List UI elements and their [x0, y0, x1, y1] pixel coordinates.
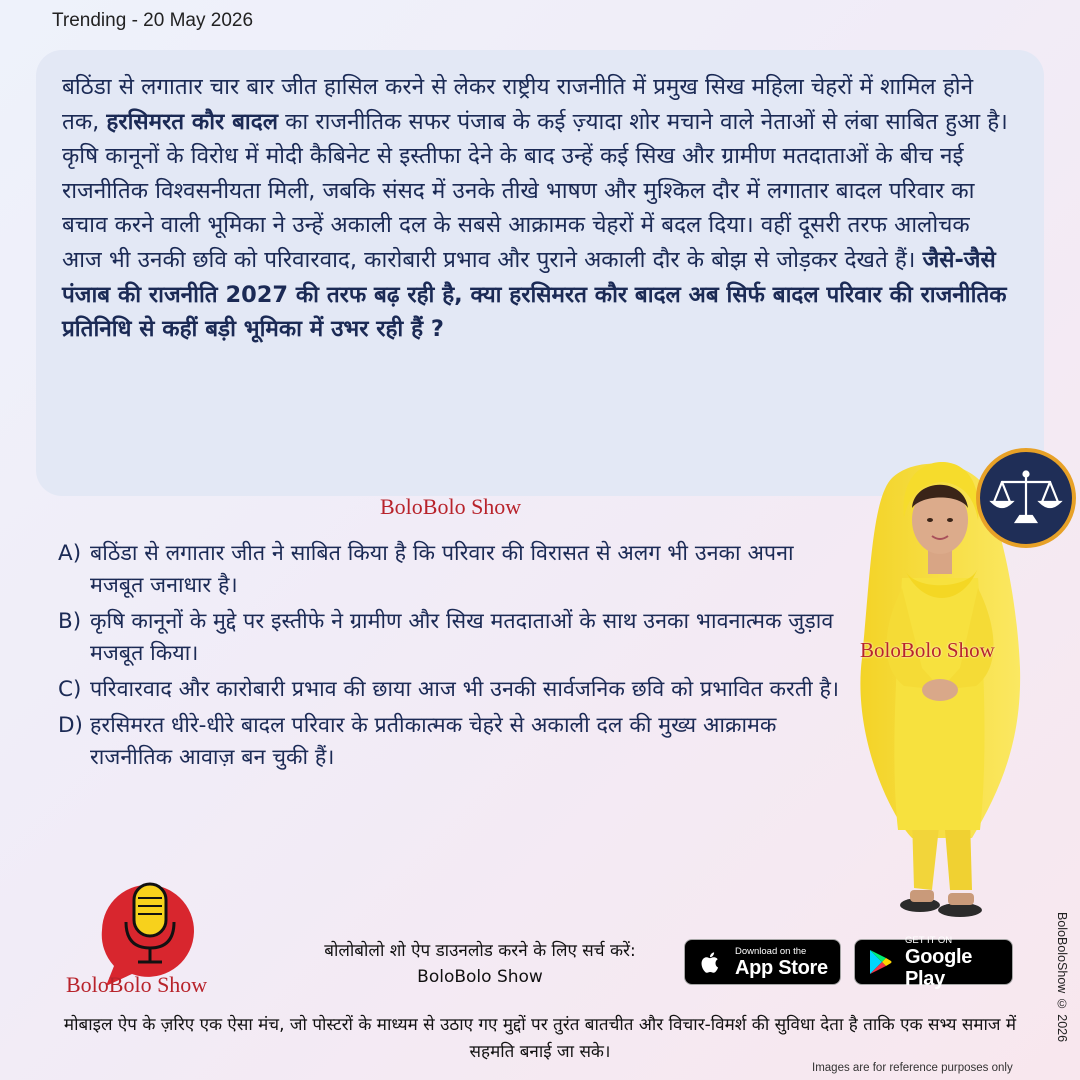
app-store-button[interactable]: [684, 939, 841, 985]
app-store-label: App Store: [735, 956, 828, 979]
google-play-label: Google Play: [905, 945, 973, 990]
date-label: Trending - 20 May 2026: [52, 10, 254, 31]
disclaimer: Images are for reference purposes only: [812, 1062, 1013, 1074]
option-c[interactable]: [58, 674, 848, 706]
option-d[interactable]: [58, 710, 848, 774]
apple-icon: [695, 947, 725, 977]
option-text: परिवारवाद और कारोबारी प्रभाव की छाया आज भी उनकी सार्वजनिक छवि को प्रभावित करती है।: [90, 677, 840, 702]
option-key: B): [58, 609, 82, 634]
party-emblem: [976, 448, 1076, 548]
option-text: हरसिमरत धीरे-धीरे बादल परिवार के प्रतीकात्मक चेहरे से अकाली दल की मुख्य आक्रामक राजनीतिक आवाज़ बन चुकी हैं।: [90, 713, 777, 770]
question-intro: बठिंडा से लगातार चार बार जीत हासिल करने से लेकर राष्ट्रीय राजनीति में प्रमुख सिख महिला चेहरों में शामिल होने तक,: [62, 74, 974, 135]
option-text: बठिंडा से लगातार जीत ने साबित किया है कि परिवार की विरासत से अलग भी उनका अपना मजबूत जनाधार है।: [90, 541, 794, 598]
option-key: D): [58, 713, 83, 738]
option-b[interactable]: [58, 606, 848, 670]
google-play-button[interactable]: [854, 934, 1013, 990]
brand-watermark-side: BoloBolo Show: [860, 638, 995, 662]
search-term: BoloBolo Show: [417, 967, 543, 987]
brand-watermark: BoloBolo Show: [380, 494, 522, 519]
politician-name: हरसिमरत कौर बादल: [106, 108, 278, 135]
option-key: C): [58, 677, 82, 702]
options-list: [58, 538, 848, 778]
copyright: BoloBoloShow © 2026: [1055, 912, 1069, 1043]
option-text: कृषि कानूनों के मुद्दे पर इस्तीफे ने ग्रामीण और सिख मतदाताओं के साथ उनका भावनात्मक जुड़ाव मजबूत किया।: [90, 609, 834, 666]
question-text: [62, 70, 1016, 347]
question-body: का राजनीतिक सफर पंजाब के कई ज़्यादा शोर मचाने वाले नेताओं से लंबा साबित हुआ है। कृषि कानूनों के विरोध में मोदी कैबिनेट से इस्तीफा देने के बाद उन्हें कई सिख और ग्रामीण मतदाताओं के बीच नई राजनीतिक विश्वसनीयता मिली, जबकि संसद में उनके तीखे भाषण और मुश्किल दौर में लगातार बादल परिवार का बचाव करने वाली भूमिका ने उन्हें अकाली दल के सबसे आक्रामक चेहरों में बदल दिया। वहीं दूसरी तरफ आलोचक आज भी उनकी छवि को परिवारवाद, कारोबारी प्रभाव और पुराने अकाली दौर के बोझ से जोड़कर देखते हैं।: [62, 108, 1008, 273]
scales-of-justice-icon: [980, 452, 1072, 544]
search-instructions: [290, 938, 670, 990]
logo-text: BoloBolo Show: [66, 972, 208, 997]
search-prompt: बोलोबोलो शो ऐप डाउनलोड करने के लिए सर्च करें:: [324, 941, 636, 961]
option-key: A): [58, 541, 82, 566]
question-ask: जैसे-जैसे पंजाब की राजनीति 2027 की तरफ बढ़ रही है, क्या हरसिमरत कौर बादल अब सिर्फ बादल परिवार की राजनीतिक प्रतिनिधि से कहीं बड़ी भूमिका में उभर रही हैं ?: [62, 246, 1007, 343]
google-play-small: GET IT ON: [905, 934, 953, 946]
platform-description: मोबाइल ऐप के ज़रिए एक ऐसा मंच, जो पोस्टरों के माध्यम से उठाए गए मुद्दों पर तुरंत बातचीत और विचार-विमर्श की सुविधा देता है ताकि एक सभ्य समाज में सहमति बनाई जा सके।: [63, 1015, 1017, 1062]
app-store-small: Download on the: [735, 945, 807, 957]
option-a[interactable]: [58, 538, 848, 602]
question-panel: [36, 50, 1044, 496]
google-play-icon: [865, 947, 895, 977]
